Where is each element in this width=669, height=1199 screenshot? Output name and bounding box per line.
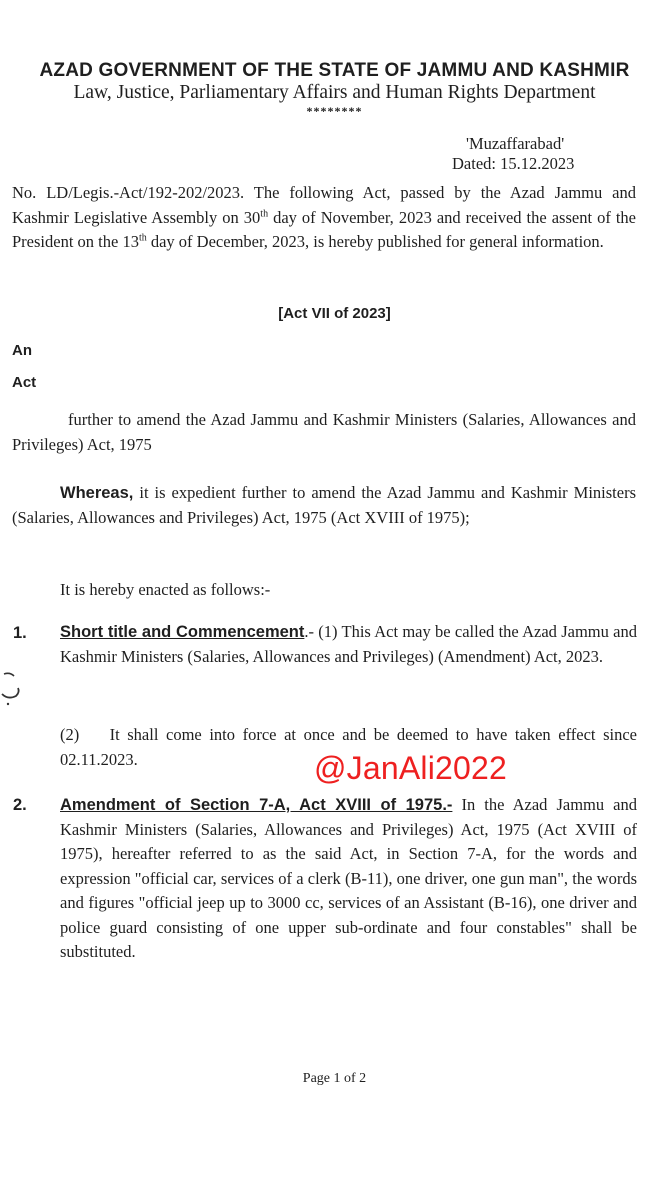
intro-text-2: day of November, 2023 and received the assent of the President on the 13: [12, 207, 636, 251]
an-label: An: [12, 342, 32, 359]
intro-text-1: No. LD/Legis.-Act/192-202/2023. The following Act, passed by the Azad Jammu and Kashmir Legislative Assembly on 30: [12, 183, 636, 227]
intro-text-3: day of December, 2023, is hereby published for general information.: [146, 232, 604, 251]
act-label: Act: [12, 374, 37, 391]
section-1-heading: Short title and Commencement: [60, 623, 305, 641]
act-number: [Act VII of 2023]: [278, 305, 391, 322]
section-2-text: In the Azad Jammu and Kashmir Ministers (Salaries, Allowances and Privileges) Act, 1975 (Act XVIII of 1975), hereafter referred to as the said Act, in Section 7-A, for the words and expression "official car, services of a clerk (B-11), one driver, one gun man", the words and figures "official jeep up to 3000 cc, services of an Assistant (B-16), one driver and police guard consisting of one upper sub-ordinate and four constables" shall be substituted.: [60, 795, 637, 961]
department-name: Law, Justice, Parliamentary Affairs and Human Rights Department: [73, 82, 596, 103]
preamble: [12, 481, 636, 530]
margin-scribble-icon: [0, 664, 22, 710]
place: 'Muzaffarabad': [466, 134, 565, 153]
header-separator: ********: [306, 104, 363, 118]
enacting-clause: It is hereby enacted as follows:-: [60, 580, 271, 599]
date-line: Dated: 15.12.2023: [452, 154, 575, 173]
watermark-handle: @JanAli2022: [314, 750, 508, 786]
section-1-subsection-2: (2) It shall come into force at once and be deemed to have taken effect since 02.11.2023.: [60, 725, 642, 769]
section-1-number: 1.: [13, 624, 27, 642]
handwritten-margin-mark: [0, 664, 22, 710]
section-1: [60, 620, 637, 669]
notification-paragraph: [12, 181, 636, 255]
long-title: further to amend the Azad Jammu and Kashmir Ministers (Salaries, Allowances and Privileges) Act, 1975: [12, 410, 636, 454]
page-number: Page 1 of 2: [302, 1071, 367, 1086]
section-2: [60, 793, 637, 965]
intro-sup-1: th: [260, 208, 269, 219]
section-1-text: .- (1) This Act may be called the Azad Jammu and Kashmir Ministers (Salaries, Allowances and Privileges) (Amendment) Act, 2023.: [60, 622, 637, 666]
government-title: AZAD GOVERNMENT OF THE STATE OF JAMMU AND KASHMIR: [39, 60, 630, 81]
section-2-number: 2.: [13, 796, 27, 814]
intro-sup-2: th: [138, 232, 147, 244]
section-2-heading: Amendment of Section 7-A, Act XVIII of 1975.-: [60, 796, 453, 814]
whereas-text: it is expedient further to amend the Azad Jammu and Kashmir Ministers (Salaries, Allowances and Privileges) Act, 1975 (Act XVIII of 1975);: [12, 483, 636, 527]
whereas-lead: Whereas,: [60, 484, 134, 502]
